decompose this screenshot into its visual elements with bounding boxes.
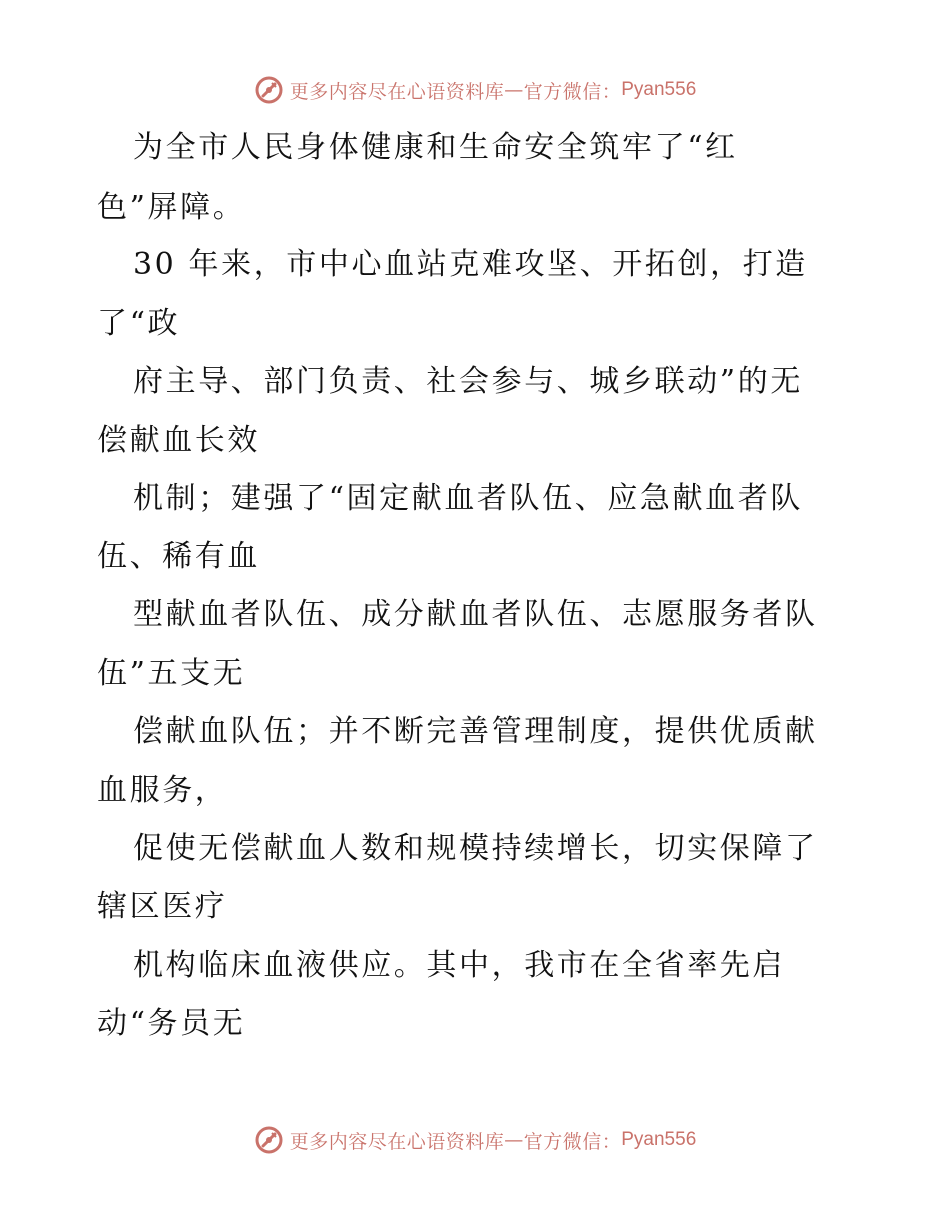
watermark-account-label: 官方微信： — [523, 80, 622, 103]
body-line: 府主导、部门负责、社会参与、城乡联动”的无 — [133, 364, 803, 399]
watermark-dash: — — [504, 79, 524, 101]
body-line: 机构临床血液供应。其中，我市在全省率先启 — [133, 948, 785, 983]
body-line: 辖区医疗 — [97, 889, 228, 924]
body-line: 促使无偿献血人数和规模持续增长，切实保障了 — [133, 831, 818, 866]
watermark-site-text: 更多内容尽在心语资料库 — [289, 1130, 505, 1153]
body-line: 血服务， — [97, 773, 228, 808]
body-line: 偿献血长效 — [97, 423, 260, 458]
body-line: 为全市人民身体健康和生命安全筑牢了“红 — [133, 130, 738, 165]
body-line: 色”屏障。 — [97, 190, 246, 225]
footer-watermark — [0, 1120, 950, 1160]
body-line: 伍、稀有血 — [97, 539, 260, 574]
body-line: 了“政 — [97, 306, 181, 341]
watermark-dash: — — [504, 1129, 524, 1151]
body-line: 偿献血队伍；并不断完善管理制度，提供优质献 — [133, 714, 818, 749]
watermark-account-id: Pyan556 — [621, 79, 697, 100]
body-line: 机制；建强了“固定献血者队伍、应急献血者队 — [133, 481, 803, 516]
body-line: 型献血者队伍、成分献血者队伍、志愿服务者队 — [133, 597, 818, 632]
body-line: 动“务员无 — [97, 1006, 246, 1041]
body-line: 伍”五支无 — [97, 656, 246, 691]
pen-seal-logo — [254, 1125, 284, 1155]
watermark-site-text: 更多内容尽在心语资料库 — [289, 80, 505, 103]
watermark-account-id: Pyan556 — [621, 1129, 697, 1150]
watermark-account-label: 官方微信： — [523, 1130, 622, 1153]
body-line: 30 年来，市中心血站克难攻坚、开拓创，打造 — [133, 247, 808, 282]
